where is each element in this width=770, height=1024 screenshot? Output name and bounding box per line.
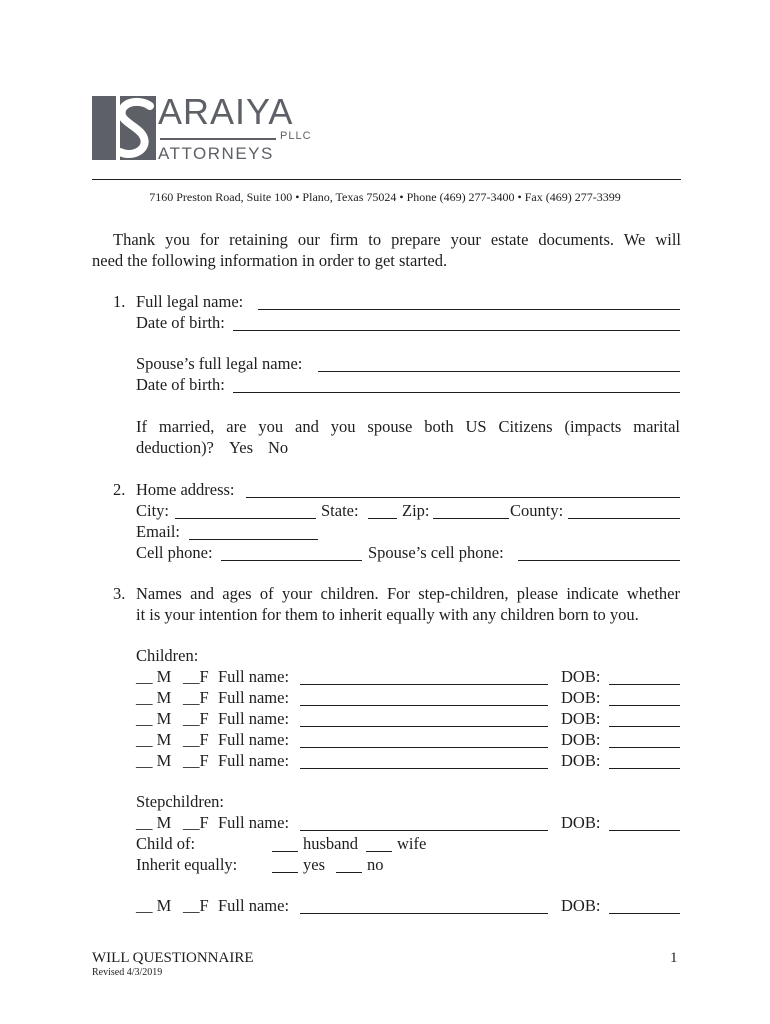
cell-phone-field[interactable] (221, 545, 362, 561)
step-gender-f[interactable]: __F (183, 813, 209, 832)
inherit-yes-blank[interactable] (272, 857, 298, 873)
children-label: Children: (136, 646, 199, 665)
q3-line-2: it is your intention for them to inherit equally with any children born to you. (136, 605, 639, 624)
wife-option: wife (397, 834, 427, 853)
inherit-no-blank[interactable] (336, 857, 362, 873)
page-number: 1 (670, 950, 678, 966)
child-1-dob-field[interactable] (609, 669, 680, 685)
footer-title: WILL QUESTIONNAIRE (92, 950, 254, 966)
child-1-full-name-field[interactable] (300, 669, 548, 685)
citizen-yes-option[interactable]: Yes (229, 438, 254, 457)
child-2-dob-label: DOB: (561, 688, 601, 707)
child-1-full-name-label: Full name: (218, 667, 290, 686)
county-label: County: (510, 501, 564, 520)
child-1-gender-m[interactable]: __ M (136, 667, 172, 686)
inherit-yes-option: yes (303, 855, 325, 874)
child-4-full-name-field[interactable] (300, 732, 548, 748)
child-4-dob-field[interactable] (609, 732, 680, 748)
child-2-full-name-label: Full name: (218, 688, 290, 707)
spouse-name-field[interactable] (318, 356, 680, 372)
spouse-cell-label: Spouse’s cell phone: (368, 543, 504, 562)
child-3-full-name-field[interactable] (300, 711, 548, 727)
email-label: Email: (136, 522, 180, 541)
logo-monogram-icon (92, 92, 158, 164)
step2-full-name-label: Full name: (218, 896, 290, 915)
child-5-full-name-label: Full name: (218, 751, 290, 770)
child-1-gender-f[interactable]: __F (183, 667, 209, 686)
email-field[interactable] (189, 524, 318, 540)
home-address-field[interactable] (246, 482, 680, 498)
step-full-name-label: Full name: (218, 813, 290, 832)
address-line: 7160 Preston Road, Suite 100 • Plano, Texas 75024 • Phone (469) 277-3400 • Fax (469) 277-3399 (149, 190, 621, 204)
city-field[interactable] (175, 503, 316, 519)
intro-line-2: need the following information in order to get started. (92, 251, 448, 270)
cell-phone-label: Cell phone: (136, 543, 213, 562)
city-label: City: (136, 501, 170, 520)
step-dob-field[interactable] (609, 815, 680, 831)
child-3-gender-m[interactable]: __ M (136, 709, 172, 728)
logo-subtitle-text: ATTORNEYS (158, 144, 274, 163)
step2-dob-label: DOB: (561, 896, 601, 915)
inherit-equally-label: Inherit equally: (136, 855, 238, 874)
intro-line-1: Thank you for retaining our firm to prepare your estate documents. We will (113, 230, 681, 249)
child-3-gender-f[interactable]: __F (183, 709, 209, 728)
step-full-name-field[interactable] (300, 815, 548, 831)
step-gender-m[interactable]: __ M (136, 813, 172, 832)
q1-number: 1. (113, 292, 126, 311)
logo-suffix-text: PLLC (280, 130, 312, 142)
child-5-full-name-field[interactable] (300, 753, 548, 769)
home-address-label: Home address: (136, 480, 235, 499)
step2-gender-m[interactable]: __ M (136, 896, 172, 915)
step-dob-label: DOB: (561, 813, 601, 832)
firm-logo (92, 92, 332, 166)
q3-line-1: Names and ages of your children. For step-children, please indicate whether (136, 584, 680, 603)
state-label: State: (321, 501, 359, 520)
county-field[interactable] (568, 503, 680, 519)
child-5-dob-label: DOB: (561, 751, 601, 770)
child-2-gender-f[interactable]: __F (183, 688, 209, 707)
q3-number: 3. (113, 584, 126, 603)
spouse-dob-label: Date of birth: (136, 375, 225, 394)
child-5-dob-field[interactable] (609, 753, 680, 769)
child-3-full-name-label: Full name: (218, 709, 290, 728)
child-1-dob-label: DOB: (561, 667, 601, 686)
q2-number: 2. (113, 480, 126, 499)
husband-blank[interactable] (272, 836, 298, 852)
spouse-name-label: Spouse’s full legal name: (136, 354, 303, 373)
child-4-dob-label: DOB: (561, 730, 601, 749)
child-2-full-name-field[interactable] (300, 690, 548, 706)
child-3-dob-field[interactable] (609, 711, 680, 727)
child-4-full-name-label: Full name: (218, 730, 290, 749)
dob-label: Date of birth: (136, 313, 225, 332)
wife-blank[interactable] (366, 836, 392, 852)
inherit-no-option: no (367, 855, 384, 874)
child-4-gender-m[interactable]: __ M (136, 730, 172, 749)
child-3-dob-label: DOB: (561, 709, 601, 728)
step2-gender-f[interactable]: __F (183, 896, 209, 915)
child-of-label: Child of: (136, 834, 196, 853)
citizen-no-option[interactable]: No (268, 438, 289, 457)
step2-full-name-field[interactable] (300, 898, 548, 914)
stepchildren-label: Stepchildren: (136, 792, 224, 811)
zip-label: Zip: (402, 501, 430, 520)
spouse-dob-field[interactable] (233, 377, 680, 393)
state-field[interactable] (368, 503, 397, 519)
child-5-gender-f[interactable]: __F (183, 751, 209, 770)
full-name-field[interactable] (258, 294, 680, 310)
header-rule (92, 179, 681, 180)
citizen-question-line-1: If married, are you and you spouse both US Citizens (impacts marital (136, 417, 680, 436)
dob-field[interactable] (233, 315, 680, 331)
child-5-gender-m[interactable]: __ M (136, 751, 172, 770)
logo-divider (160, 138, 276, 140)
zip-field[interactable] (433, 503, 509, 519)
step2-dob-field[interactable] (609, 898, 680, 914)
husband-option: husband (303, 834, 358, 853)
child-4-gender-f[interactable]: __F (183, 730, 209, 749)
spouse-cell-field[interactable] (518, 545, 680, 561)
child-2-dob-field[interactable] (609, 690, 680, 706)
child-2-gender-m[interactable]: __ M (136, 688, 172, 707)
full-name-label: Full legal name: (136, 292, 244, 311)
revised-date: Revised 4/3/2019 (92, 967, 163, 978)
citizen-question-line-2: deduction)? (136, 438, 214, 457)
logo-brand-text: ARAIYA (158, 91, 294, 132)
